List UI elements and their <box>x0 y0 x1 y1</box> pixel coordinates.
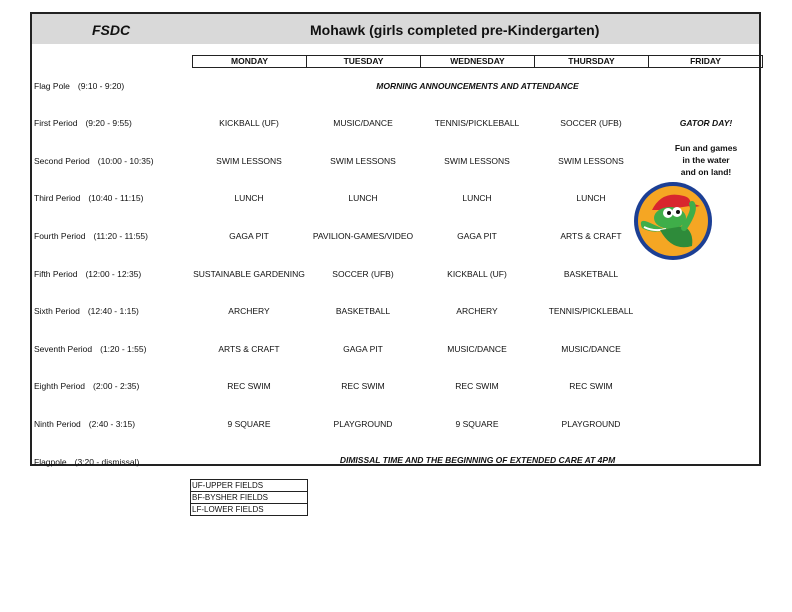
row-name: Flag Pole <box>34 81 70 91</box>
activity-cell: PAVILION-GAMES/VIDEO <box>312 231 414 241</box>
row-label-period-9 <box>34 419 135 429</box>
gator-mascot-icon <box>632 180 714 262</box>
row-label-period-6 <box>34 306 139 316</box>
activity-cell: TENNIS/PICKLEBALL <box>434 118 520 128</box>
activity-cell: GAGA PIT <box>229 231 269 241</box>
activity-cell: BASKETBALL <box>335 306 391 316</box>
activity-cell: MUSIC/DANCE <box>333 118 393 128</box>
row-name: Eighth Period <box>34 381 86 391</box>
activity-cell: SWIM LESSONS <box>444 156 510 166</box>
row-label-period-5 <box>34 269 141 279</box>
row-label-period-1 <box>34 118 132 128</box>
activity-cell: SOCCER (UFB) <box>332 269 394 279</box>
row-label-period-2 <box>34 156 154 166</box>
activity-cell: LUNCH <box>234 193 264 203</box>
activity-cell: REC SWIM <box>341 381 385 391</box>
morning-banner: MORNING ANNOUNCEMENTS AND ATTENDANCE <box>376 81 579 91</box>
row-time: (10:40 - 11:15) <box>88 193 144 203</box>
row-time: (12:40 - 1:15) <box>87 306 139 316</box>
activity-cell: ARCHERY <box>228 306 270 316</box>
day-header-thursday: THURSDAY <box>535 56 649 67</box>
row-time: (10:00 - 10:35) <box>97 156 154 166</box>
activity-cell: SWIM LESSONS <box>216 156 282 166</box>
activity-cell: SOCCER (UFB) <box>560 118 622 128</box>
day-header-monday: MONDAY <box>193 56 307 67</box>
row-time: (2:00 - 2:35) <box>93 381 140 391</box>
row-time: (9:10 - 9:20) <box>77 81 125 91</box>
activity-cell: LUNCH <box>348 193 378 203</box>
activity-cell: REC SWIM <box>455 381 499 391</box>
row-name: Sixth Period <box>34 306 80 316</box>
activity-cell: 9 SQUARE <box>455 419 499 429</box>
row-time: (9:20 - 9:55) <box>85 118 132 128</box>
row-name: Third Period <box>34 193 81 203</box>
friday-description-line: Fun and games <box>674 143 738 153</box>
activity-cell: PLAYGROUND <box>561 419 621 429</box>
friday-description-line: and on land! <box>680 167 732 177</box>
group-title: Mohawk (girls completed pre-Kindergarten) <box>310 22 600 38</box>
row-label-flagpole-start <box>34 81 124 91</box>
day-header-tuesday: TUESDAY <box>307 56 421 67</box>
row-label-period-7 <box>34 344 146 354</box>
legend-item: BF-BYSHER FIELDS <box>191 492 307 504</box>
activity-cell: KICKBALL (UF) <box>447 269 507 279</box>
legend-box <box>190 479 308 516</box>
activity-cell: SWIM LESSONS <box>558 156 624 166</box>
row-name: First Period <box>34 118 78 128</box>
row-time: (2:40 - 3:15) <box>88 419 136 429</box>
title-bar <box>32 14 759 44</box>
activity-cell: SWIM LESSONS <box>330 156 396 166</box>
activity-cell: REC SWIM <box>569 381 613 391</box>
row-label-period-4 <box>34 231 148 241</box>
activity-cell: PLAYGROUND <box>333 419 393 429</box>
activity-cell: ARTS & CRAFT <box>560 231 622 241</box>
activity-cell: GAGA PIT <box>343 344 383 354</box>
row-time: (12:00 - 12:35) <box>85 269 142 279</box>
activity-cell: 9 SQUARE <box>227 419 271 429</box>
row-label-period-3 <box>34 193 143 203</box>
activity-cell: TENNIS/PICKLEBALL <box>548 306 634 316</box>
row-time: (3:20 - dismissal) <box>74 457 140 467</box>
legend-item: UF-UPPER FIELDS <box>191 480 307 492</box>
friday-headline: GATOR DAY! <box>679 118 733 128</box>
activity-cell: KICKBALL (UF) <box>219 118 279 128</box>
row-name: Ninth Period <box>34 419 81 429</box>
activity-cell: MUSIC/DANCE <box>447 344 507 354</box>
dismissal-banner: DIMISSAL TIME AND THE BEGINNING OF EXTENDED CARE AT 4PM <box>339 455 616 465</box>
row-name: Fourth Period <box>34 231 86 241</box>
friday-description <box>649 142 763 178</box>
friday-description-line: in the water <box>682 155 730 165</box>
activity-cell: ARCHERY <box>456 306 498 316</box>
org-name: FSDC <box>92 22 131 38</box>
activity-cell: SUSTAINABLE GARDENING <box>193 269 305 279</box>
day-header-wednesday: WEDNESDAY <box>421 56 535 67</box>
day-header-friday: FRIDAY <box>649 56 763 67</box>
activity-cell: BASKETBALL <box>563 269 619 279</box>
row-name: Second Period <box>34 156 90 166</box>
day-header-row <box>192 55 763 68</box>
row-name: Seventh Period <box>34 344 93 354</box>
activity-cell: REC SWIM <box>227 381 271 391</box>
activity-cell: LUNCH <box>462 193 492 203</box>
row-label-flagpole-end <box>34 457 139 467</box>
row-name: Fifth Period <box>34 269 78 279</box>
activity-cell: LUNCH <box>576 193 606 203</box>
activity-cell: MUSIC/DANCE <box>561 344 621 354</box>
row-label-period-8 <box>34 381 139 391</box>
activity-cell: GAGA PIT <box>457 231 497 241</box>
row-time: (1:20 - 1:55) <box>100 344 147 354</box>
legend-item: LF-LOWER FIELDS <box>191 504 307 516</box>
row-name: Flagpole <box>34 457 67 467</box>
activity-cell: ARTS & CRAFT <box>218 344 280 354</box>
row-time: (11:20 - 11:55) <box>93 231 148 241</box>
